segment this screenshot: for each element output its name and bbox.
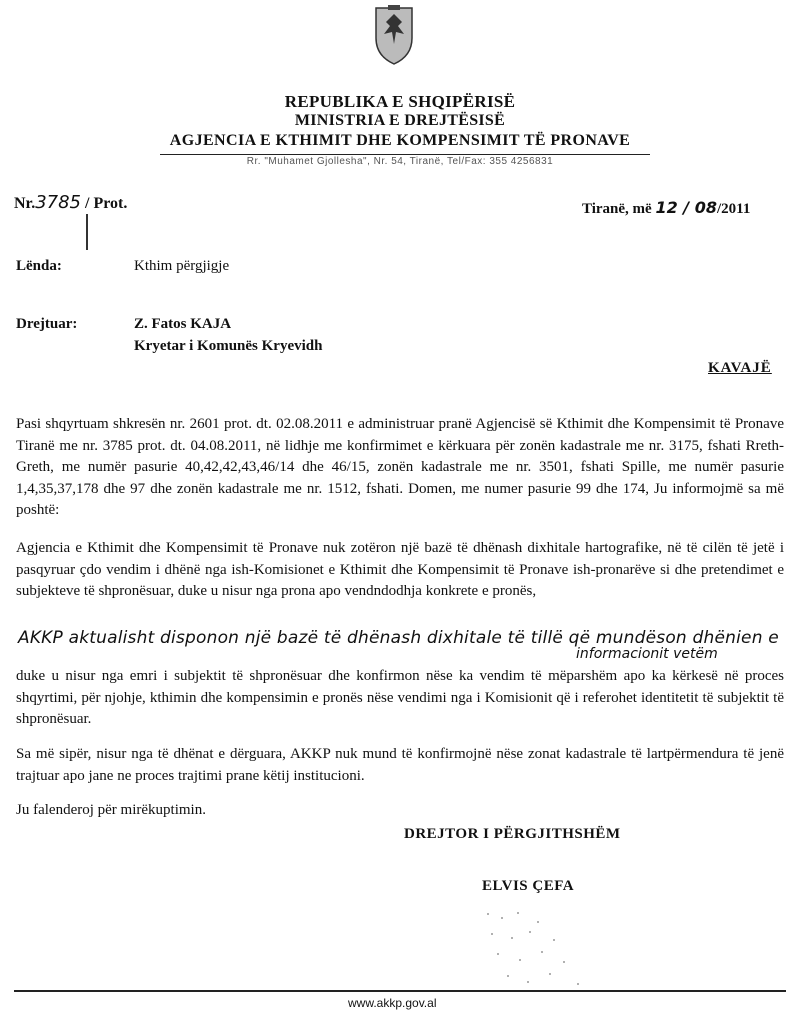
stamp-mark	[468, 904, 608, 994]
coat-of-arms-emblem	[372, 4, 416, 66]
signature-name: ELVIS ÇEFA	[482, 878, 575, 894]
protocol-number: Nr.3785 / Prot.	[14, 192, 128, 213]
protocol-suffix: Prot.	[93, 195, 128, 212]
body-paragraph-1: Pasi shqyrtuam shkresën nr. 2601 prot. dt. 02.08.2011 e administruar pranë Agjencisë së Kthimit dhe Kompensimit të Pronave Tiranë me nr. 3785 prot. dt. 04.08.2011, në lidhje me konfirmimet e kërkuara për zonën kadastrale me nr. 3175, fshati Rreth-Greth, me numër pasurie 40,42,42,43,46/14 dhe 46/15, zonën kadastrale me nr. 3501, fshati Spille, me numër pasurie 1,4,35,37,178 dhe 97 dhe zonën kadastrale me nr. 1512, fshati. Domen, me numer pasurie 99 dhe 174, Ju informojmë sa më poshtë:	[16, 416, 784, 518]
handwritten-correction-below: informacionit vetëm	[576, 646, 718, 662]
addressee-label: Drejtuar:	[16, 316, 78, 332]
addressee-title: Kryetar i Komunës Kryevidh	[134, 338, 323, 354]
handwritten-correction: AKKP aktualisht disponon një bazë të dhënash dixhitale të tillë që mundëson dhënien e	[18, 628, 779, 648]
body-paragraph-4: Sa më sipër, nisur nga të dhënat e dërguara, AKKP nuk mund të konfirmojnë nëse zonat kadastrale të lartpërmendura të jenë trajtuar apo jane ne proces trajtimi prane këtij institucioni.	[16, 746, 784, 784]
body-paragraph-2: Agjencia e Kthimit dhe Kompensimit të Pronave nuk zotëron një bazë të dhënash dixhitale hartografike, në të cilën të jetë i pasqyruar çdo vendim i dhënë nga ish-Komisionet e Kthimit dhe Kompensimit të Pronave ish-pronarëve si dhe pretendimet e subjekteve të shpronësuar, duke u nisur nga prona apo vendndodhja konkrete e pronës,	[16, 540, 784, 599]
signature-title: DREJTOR I PËRGJITHSHËM	[404, 826, 621, 842]
addressee-city: KAVAJË	[708, 360, 772, 376]
body-paragraph-3: duke u nisur nga emri i subjektit të shpronësuar dhe konfirmon nëse ka vendim të mëparshëm apo ka kërkesë në proces shqyrtimi, për njohje, kthimin dhe kompensimin e pronës nëse vendimi nga i Komisionit që i referohet identitetit të subjektit të shpronësuar.	[16, 668, 784, 727]
date-year: /2011	[716, 201, 751, 217]
protocol-number-handwritten: 3785	[35, 192, 81, 213]
letter-date	[582, 198, 750, 218]
header-agency: AGJENCIA E KTHIMIT DHE KOMPENSIMIT TË PRONAVE	[169, 132, 631, 149]
header-republic: REPUBLIKA E SHQIPËRISË	[284, 92, 516, 111]
header-ministry: MINISTRIA E DREJTËSISË	[294, 112, 506, 129]
pen-stroke	[86, 214, 88, 250]
date-handwritten: 12 / 08	[655, 198, 717, 217]
protocol-prefix: Nr.	[14, 195, 36, 212]
header-divider	[160, 154, 650, 155]
date-prefix: Tiranë, më	[582, 201, 652, 217]
header-address: Rr. "Muhamet Gjollesha", Nr. 54, Tiranë, Tel/Fax: 355 4256831	[246, 156, 554, 167]
footer-website: www.akkp.gov.al	[348, 996, 437, 1010]
footer-divider	[14, 990, 786, 992]
subject-value: Kthim përgjigje	[134, 258, 230, 274]
subject-label: Lënda:	[16, 258, 62, 274]
addressee-name: Z. Fatos KAJA	[134, 316, 232, 332]
body-paragraph-5: Ju falenderoj për mirëkuptimin.	[16, 802, 206, 818]
